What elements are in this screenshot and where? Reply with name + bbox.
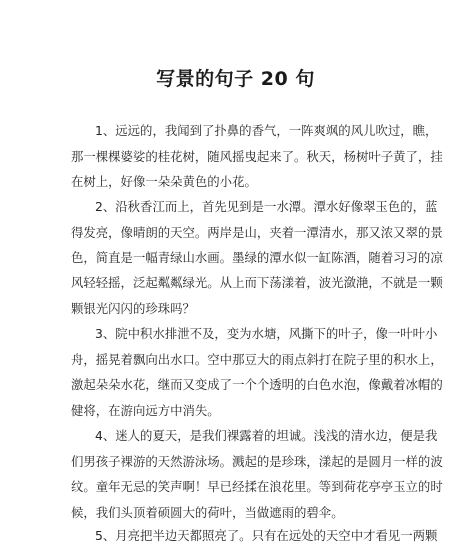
paragraph-line: 风轻轻摇，泛起粼粼绿光。从上而下荡漾着，波光潋滟，不就是一颗 — [71, 275, 443, 290]
paragraph-line: 舟，摇晃着飘向出水口。空中那豆大的雨点斜打在院子里的积水上， — [71, 352, 443, 367]
paragraph-line: 得发亮，像晴朗的天空。两岸是山，夹着一潭清水，那又浓又翠的景 — [71, 225, 443, 240]
paragraph-line: 3、院中积水排泄不及，变为水塘，风撕下的叶子，像一叶叶小 — [95, 326, 438, 341]
paragraph-line: 健将，在游向远方中消失。 — [71, 403, 220, 418]
document-title: 写景的句子 20 句 — [156, 68, 315, 90]
paragraph-line: 那一棵棵婆娑的桂花树，随风摇曳起来了。秋天，杨树叶子黄了，挂 — [71, 149, 443, 164]
paragraph-line: 候，我们头顶着硕圆大的荷叶，当做遮雨的碧伞。 — [71, 505, 344, 520]
paragraph-line: 激起朵朵水花，继而又变成了一个个透明的白色水泡，像戴着冰帽的 — [71, 377, 443, 392]
paragraph-line: 们男孩子裸游的天然游泳场。溅起的是珍珠，漾起的是圆月一样的波 — [71, 454, 443, 469]
paragraph-line: 2、沿秋香江而上，首先见到是一水潭。潭水好像翠玉色的，蓝 — [95, 199, 438, 214]
paragraph-line: 1、远远的，我闻到了扑鼻的香气，一阵爽飒的风儿吹过，瞧， — [95, 123, 438, 138]
paragraph-line: 颗银光闪闪的珍珠吗？ — [71, 301, 195, 316]
paragraph-line: 纹。童年无忌的笑声啊！早已经揉在浪花里。等到荷花亭亭玉立的时 — [71, 479, 443, 494]
paragraph-line: 4、迷人的夏天，是我们裸露着的坦诚。浅浅的清水边，便是我 — [95, 428, 438, 443]
paragraph-line: 5、月亮把半边天都照亮了。只有在远处的天空中才看见一两颗 — [95, 528, 438, 543]
paragraph-line: 在树上，好像一朵朵黄色的小花。 — [71, 174, 257, 189]
paragraph-line: 色，简直是一幅青绿山水画。墨绿的潭水似一缸陈酒，随着习习的凉 — [71, 250, 443, 265]
